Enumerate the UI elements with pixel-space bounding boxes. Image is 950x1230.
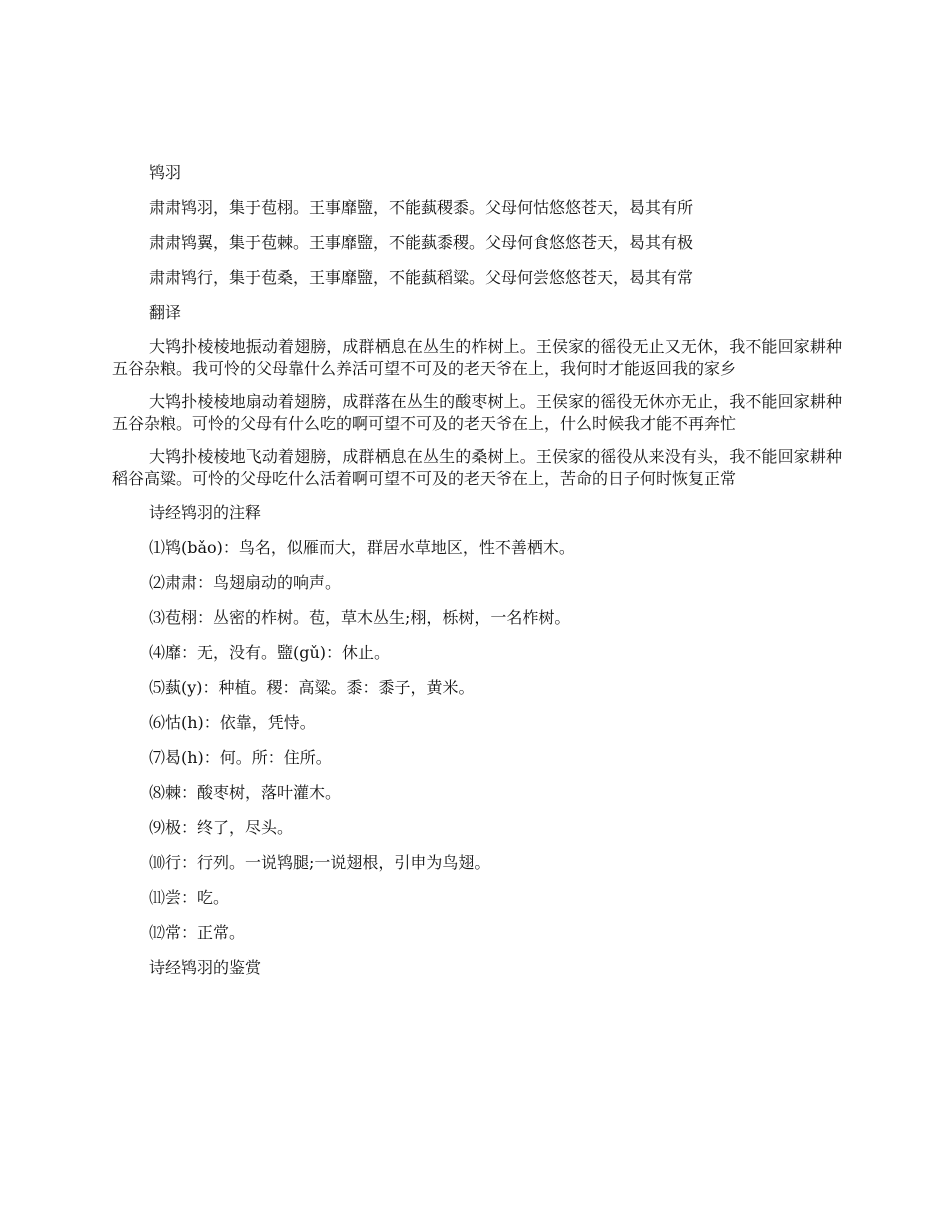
note-item: ⑻棘：酸枣树，落叶灌木。 xyxy=(149,783,342,802)
note-item: ⑽行：行列。一说鸨腿;一说翅根，引申为鸟翅。 xyxy=(149,853,491,872)
note-item: ⑼极：终了，尽头。 xyxy=(149,818,294,837)
note-item: ⑹怙(h)：依靠，凭恃。 xyxy=(149,713,316,732)
note-item: ⑿常：正常。 xyxy=(149,923,246,942)
poem-line-2: 肃肃鸨翼，集于苞棘。王事靡盬，不能蓺黍稷。父母何食悠悠苍天，曷其有极 xyxy=(149,233,694,252)
note-item: ⑺曷(h)：何。所：住所。 xyxy=(149,748,332,767)
note-item: ⑷靡：无，没有。盬(gǔ)：休止。 xyxy=(149,643,391,662)
notes-heading: 诗经鸨羽的注释 xyxy=(149,503,262,522)
note-item: ⑶苞栩：丛密的柞树。苞，草木丛生;栩，栎树，一名柞树。 xyxy=(149,608,571,627)
note-item: ⑵肃肃：鸟翅扇动的响声。 xyxy=(149,573,342,592)
translation-paragraph-3: 大鸨扑棱棱地飞动着翅膀，成群栖息在丛生的桑树上。王侯家的徭役从来没有头，我不能回家耕种稻谷高粱。可怜的父母吃什么活着啊可望不可及的老天爷在上，苦命的日子何时恢复正常 xyxy=(112,447,842,488)
translation-paragraph-2: 大鸨扑棱棱地扇动着翅膀，成群落在丛生的酸枣树上。王侯家的徭役无休亦无止，我不能回家耕种五谷杂粮。可怜的父母有什么吃的啊可望不可及的老天爷在上，什么时候我才能不再奔忙 xyxy=(112,392,842,433)
translation-heading: 翻译 xyxy=(149,303,182,322)
note-item: ⑸蓺(y)：种植。稷：高粱。黍：黍子，黄米。 xyxy=(149,678,475,697)
note-item: ⑾尝：吃。 xyxy=(149,888,230,907)
document-body xyxy=(112,161,842,991)
translation-paragraph-1: 大鸨扑棱棱地振动着翅膀，成群栖息在丛生的柞树上。王侯家的徭役无止又无休，我不能回家耕种五谷杂粮。我可怜的父母靠什么养活可望不可及的老天爷在上，我何时才能返回我的家乡 xyxy=(112,337,842,378)
note-item: ⑴鸨(bǎo)：鸟名，似雁而大，群居水草地区，性不善栖木。 xyxy=(149,538,575,557)
poem-line-3: 肃肃鸨行，集于苞桑，王事靡盬，不能蓺稻粱。父母何尝悠悠苍天，曷其有常 xyxy=(149,268,694,287)
poem-line-1: 肃肃鸨羽，集于苞栩。王事靡盬，不能蓺稷黍。父母何怙悠悠苍天，曷其有所 xyxy=(149,198,694,217)
poem-title: 鸨羽 xyxy=(149,163,182,182)
appreciation-heading: 诗经鸨羽的鉴赏 xyxy=(149,958,262,977)
